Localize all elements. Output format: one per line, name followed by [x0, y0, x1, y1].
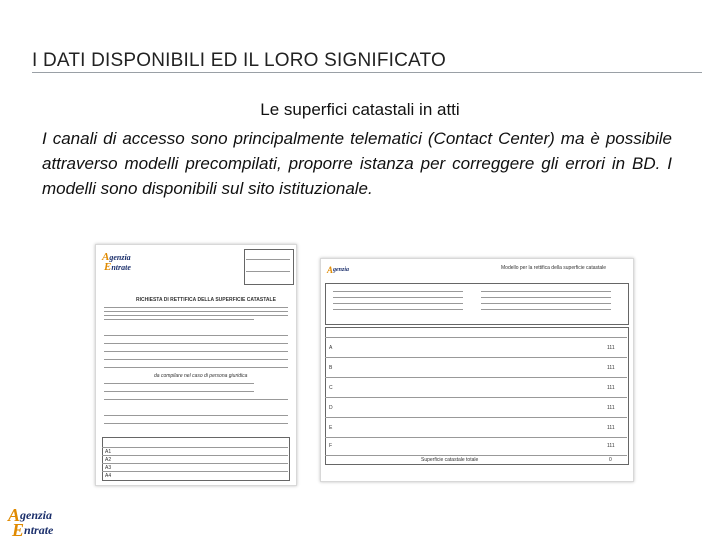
total-label: Superficie catastale totale: [421, 457, 479, 463]
row-label: E: [329, 425, 333, 431]
agency-logo-line2: E ntrate: [104, 261, 131, 273]
title-divider: [32, 72, 702, 73]
category-box: [325, 283, 629, 325]
model-heading: Modello per la rettifica della superficie catastale: [501, 265, 607, 271]
table-row-label: A4: [105, 473, 112, 479]
body-paragraph: I canali di accesso sono principalmente telematici (Contact Center) ma è possibile attraverso modelli precompilati, proporre istanza per correggere gli errori in BD. I modelli sono disponibili sul sito istituzionale.: [42, 129, 672, 198]
row-value: 111: [607, 385, 615, 391]
agency-logo-small: A genzia: [327, 265, 350, 275]
table-row-label: A1: [105, 449, 112, 455]
slide-title: I DATI DISPONIBILI ED IL LORO SIGNIFICATO: [32, 50, 446, 71]
table-row-label: A2: [105, 457, 112, 463]
total-value: 0: [609, 457, 612, 463]
row-value: 111: [607, 405, 615, 411]
row-label: C: [329, 385, 333, 391]
agency-logo: A genzia: [102, 251, 131, 263]
form-section: da compilare nel caso di persona giuridica: [154, 373, 248, 379]
request-form-image: [95, 244, 297, 486]
slide-subtitle: Le superfici catastali in atti: [260, 100, 460, 119]
row-label: D: [329, 405, 333, 411]
row-value: 111: [607, 425, 615, 431]
row-value: 111: [607, 345, 615, 351]
row-label: F: [329, 443, 333, 449]
table-row-label: A3: [105, 465, 112, 471]
row-label: A: [329, 345, 333, 351]
form-heading: RICHIESTA DI RETTIFICA DELLA SUPERFICIE CATASTALE: [136, 297, 276, 303]
footer-agency-logo: A genzia E ntrate: [8, 505, 54, 540]
row-value: 111: [607, 443, 615, 449]
form-table: [102, 437, 290, 481]
row-value: 111: [607, 365, 615, 371]
row-label: B: [329, 365, 333, 371]
precompiled-model-image: [320, 258, 634, 482]
stamp-box: [244, 249, 294, 285]
model-table: [325, 327, 629, 465]
